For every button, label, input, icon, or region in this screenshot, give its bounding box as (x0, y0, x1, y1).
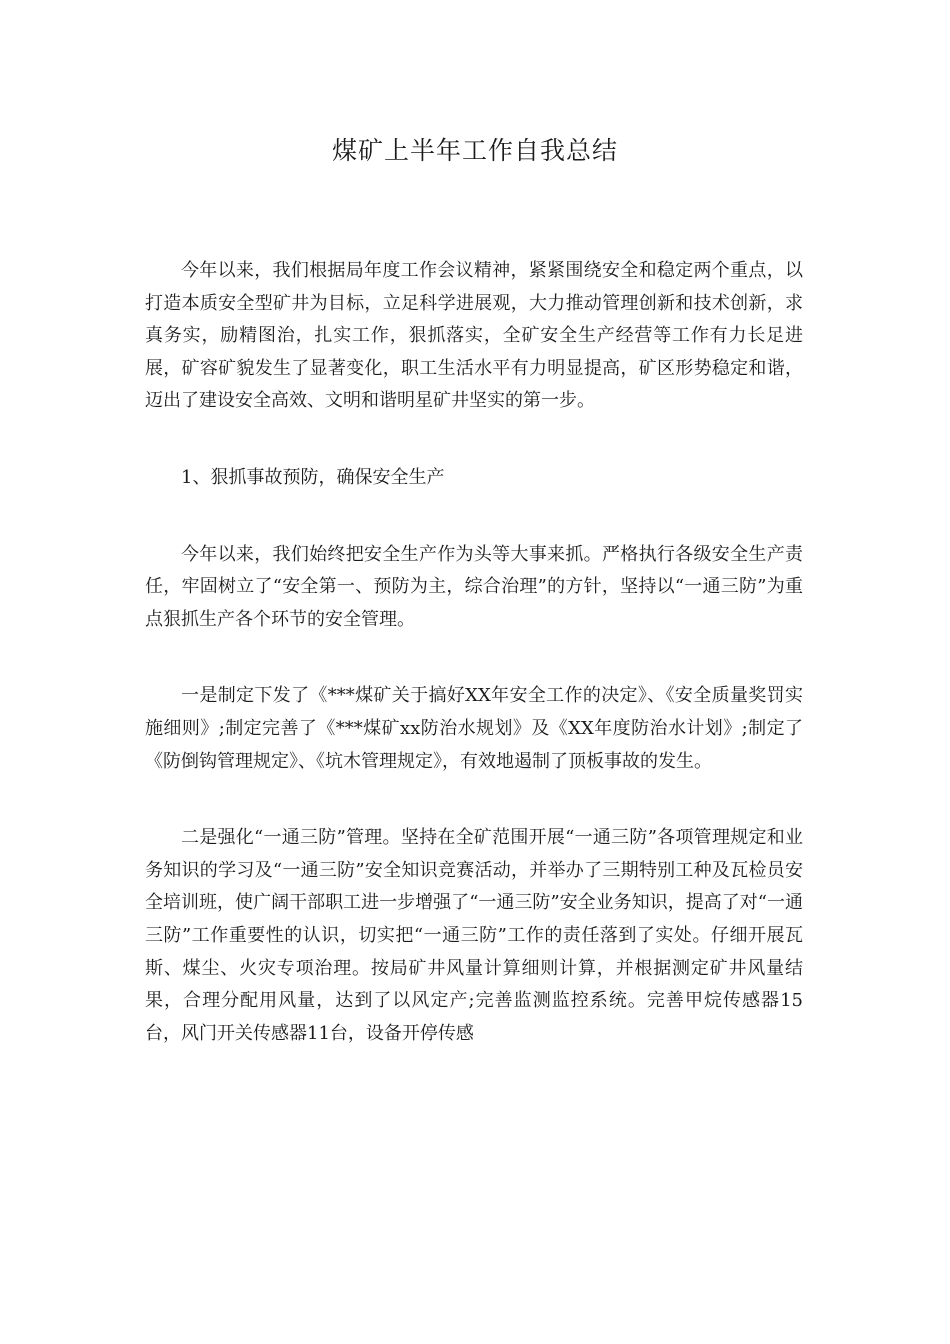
paragraph-spacer (145, 778, 803, 822)
intro-paragraph: 今年以来，我们根据局年度工作会议精神，紧紧围绕安全和稳定两个重点，以打造本质安全型矿井为目标，立足科学进展观，大力推动管理创新和技术创新，求真务实，励精图治，扎实工作，狠抓落实，全矿安全生产经营等工作有力长足进展，矿容矿貌发生了显著变化，职工生活水平有力明显提高，矿区形势稳定和谐，迈出了建设安全高效、文明和谐明星矿井坚实的第一步。 (145, 260, 803, 412)
regulations-paragraph: 一是制定下发了《***煤矿关于搞好XX年安全工作的决定》、《安全质量奖罚实施细则》;制定完善了《***煤矿xx防治水规划》及《XX年度防治水计划》;制定了《防倒钩管理规定》、《坑木管理规定》，有效地遏制了顶板事故的发生。 (145, 685, 803, 772)
paragraph-spacer (145, 495, 803, 539)
paragraph-spacer (145, 636, 803, 680)
ventilation-paragraph: 二是强化“一通三防”管理。坚持在全矿范围开展“一通三防”各项管理规定和业务知识的学习及“一通三防”安全知识竞赛活动，并举办了三期特别工种及瓦检员安全培训班，使广阔干部职工进一步增强了“一通三防”安全业务知识，提高了对“一通三防”工作重要性的认识，切实把“一通三防”工作的责任落到了实处。仔细开展瓦斯、煤尘、火灾专项治理。按局矿井风量计算细则计算，并根据测定矿井风量结果，合理分配用风量，达到了以风定产;完善监测监控系统。完善甲烷传感器15台，风门开关传感器11台，设备开停传感 (145, 827, 803, 1044)
section-heading: 1、狠抓事故预防，确保安全生产 (181, 466, 445, 488)
document-title: 煤矿上半年工作自我总结 (331, 136, 618, 165)
paragraph-spacer (145, 418, 803, 462)
safety-paragraph: 今年以来，我们始终把安全生产作为头等大事来抓。严格执行各级安全生产责任，牢固树立了“安全第一、预防为主，综合治理”的方针，坚持以“一通三防”为重点狠抓生产各个环节的安全管理。 (145, 543, 803, 630)
document-body (145, 255, 803, 1050)
